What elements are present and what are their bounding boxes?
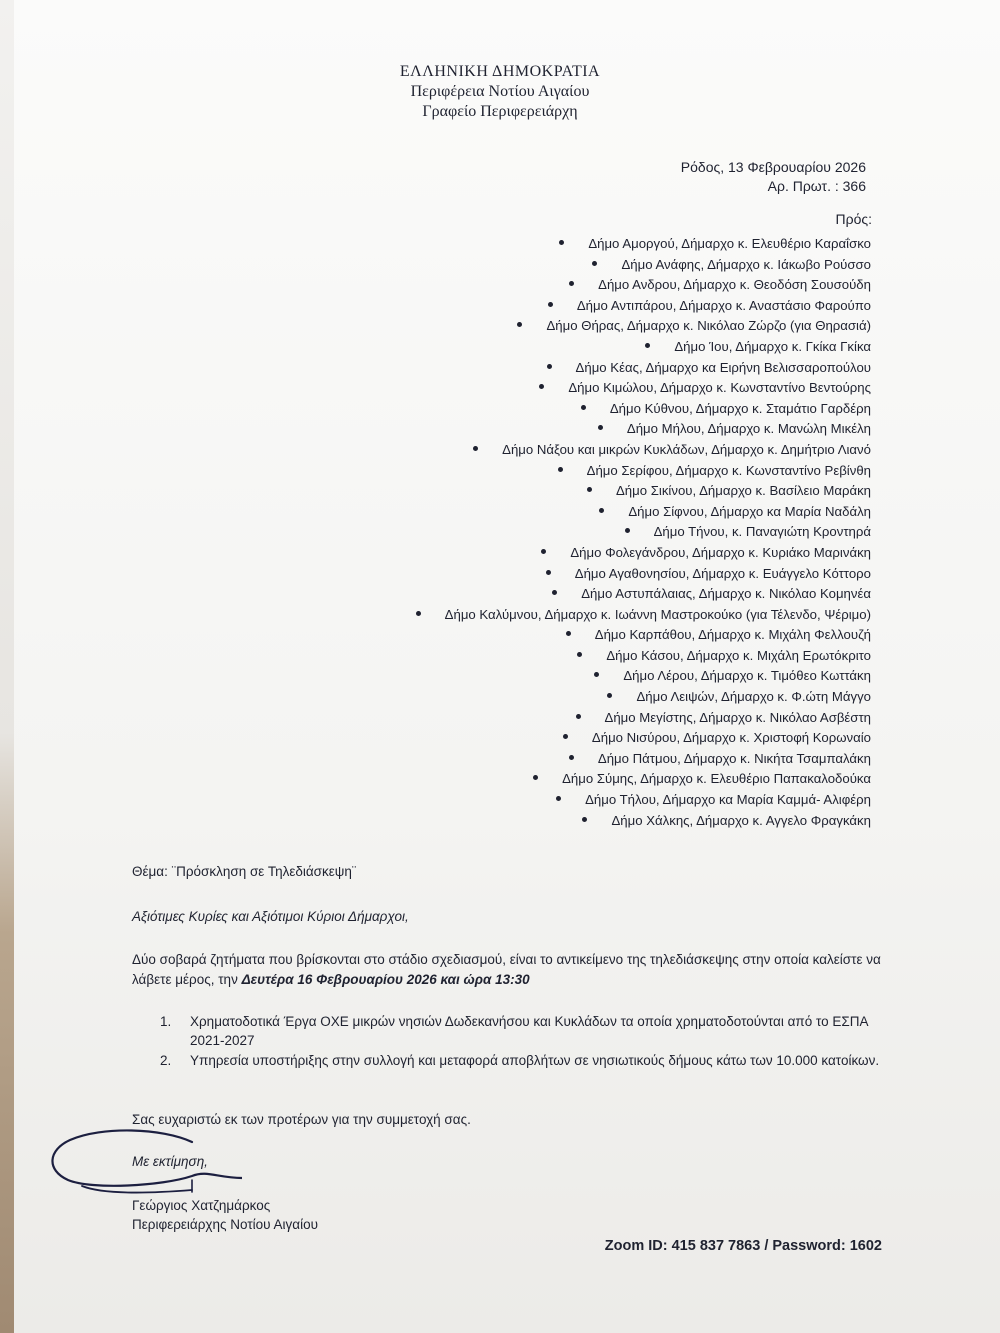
recipient: Δήμο Πάτμου, Δήμαρχο κ. Νικήτα Τσαμπαλάκη xyxy=(597,750,871,766)
recipient: Δήμο Κιμώλου, Δήμαρχο κ. Κωνσταντίνο Βεντούρης xyxy=(568,380,871,396)
bullet-icon xyxy=(548,302,553,307)
bullet-icon xyxy=(587,487,592,492)
recipient: Δήμο Κέας, Δήμαρχο κα Ειρήνη Βελισσαροπούλου xyxy=(575,359,871,375)
bullet-icon xyxy=(576,714,581,719)
list-item xyxy=(416,440,871,461)
recipient: Δήμο Αστυπάλαιας, Δήμαρχο κ. Νικόλαο Κομηνέα xyxy=(581,586,871,602)
bullet-icon xyxy=(599,508,604,513)
bullet-icon xyxy=(569,281,574,286)
bullet-icon xyxy=(546,570,551,575)
recipient: Δήμο Μήλου, Δήμαρχο κ. Μανώλη Μικέλη xyxy=(626,421,871,437)
list-item xyxy=(416,584,871,605)
bullet-icon xyxy=(592,261,597,266)
bullet-icon xyxy=(577,652,582,657)
greeting: Αξιότιμες Κυρίες και Αξιότιμοι Κύριοι Δήμαρχοι, xyxy=(132,909,409,924)
list-item xyxy=(416,666,871,687)
list-item xyxy=(416,646,871,667)
list-item xyxy=(416,543,871,564)
recipient: Δήμο Αντιπάρου, Δήμαρχο κ. Αναστάσιο Φαρούπο xyxy=(576,297,871,313)
letterhead xyxy=(0,62,1000,122)
bullet-icon xyxy=(598,425,603,430)
bullet-icon xyxy=(581,405,586,410)
closing-line: Με εκτίμηση, xyxy=(132,1154,208,1169)
bullet-icon xyxy=(582,817,587,822)
list-item xyxy=(416,378,871,399)
bullet-icon xyxy=(473,446,478,451)
letterhead-region: Περιφέρεια Νοτίου Αιγαίου xyxy=(410,83,590,100)
body-text: Δύο σοβαρά ζητήματα που βρίσκονται στο στάδιο σχεδιασμού, είναι το αντικείμενο της τηλεδιάσκεψης στην οποία καλείστε να λάβετε μέρος, την xyxy=(132,952,881,987)
item-text: Υπηρεσία υποστήριξης στην συλλογή και μεταφορά αποβλήτων σε νησιωτικούς δήμους κάτω των 10.000 κατοίκων. xyxy=(190,1053,880,1068)
item-text: Χρηματοδοτικά Έργα ΟΧΕ μικρών νησιών Δωδεκανήσου και Κυκλάδων τα οποία χρηματοδοτούνται από το ΕΣΠΑ 2021-2027 xyxy=(190,1014,868,1048)
bullet-icon xyxy=(558,467,563,472)
bullet-icon xyxy=(607,693,612,698)
bullet-icon xyxy=(547,364,552,369)
recipient: Δήμο Χάλκης, Δήμαρχο κ. Αγγελο Φραγκάκη xyxy=(611,812,871,828)
recipient: Δήμο Ανάφης, Δήμαρχο κ. Ιάκωβο Ρούσσο xyxy=(621,256,871,272)
recipient: Δήμο Σερίφου, Δήμαρχο κ. Κωνσταντίνο Ρεβίνθη xyxy=(586,462,871,478)
signer-block xyxy=(132,1196,318,1234)
recipient: Δήμο Καλύμνου, Δήμαρχο κ. Ιωάννη Μαστροκούκο (για Τέλενδο, Ψέριμο) xyxy=(444,606,871,622)
zoom-credentials: Zoom ID: 415 837 7863 / Password: 1602 xyxy=(604,1238,882,1254)
bullet-icon xyxy=(566,631,571,636)
bullet-icon xyxy=(594,672,599,677)
list-item xyxy=(416,419,871,440)
recipient-list xyxy=(416,234,871,831)
list-item xyxy=(416,625,871,646)
signer-name: Γεώργιος Χατζημάρκος xyxy=(132,1198,271,1213)
signer-title: Περιφερειάρχης Νοτίου Αιγαίου xyxy=(132,1217,318,1232)
recipient: Δήμο Αμοργού, Δήμαρχο κ. Ελευθέριο Καραΐσκο xyxy=(588,236,871,251)
recipient: Δήμο Αγαθονησίου, Δήμαρχο κ. Ευάγγελο Κόττορο xyxy=(574,565,871,581)
list-item xyxy=(416,461,871,482)
thanks-line: Σας ευχαριστώ εκ των προτέρων για την συμμετοχή σας. xyxy=(132,1112,471,1127)
list-item xyxy=(416,522,871,543)
list-item xyxy=(416,769,871,790)
recipient: Δήμο Μεγίστης, Δήμαρχο κ. Νικόλαο Ασβέστη xyxy=(604,709,871,725)
recipient: Δήμο Κάσου, Δήμαρχο κ. Μιχάλη Ερωτόκριτο xyxy=(606,647,871,663)
list-item xyxy=(160,1012,900,1050)
list-item xyxy=(416,358,871,379)
bullet-icon xyxy=(645,343,650,348)
body-paragraph xyxy=(132,950,892,990)
bullet-icon xyxy=(552,590,557,595)
recipient: Δήμο Ανδρου, Δήμαρχο κ. Θεοδόση Σουσούδη xyxy=(598,277,871,293)
recipient: Δήμο Τήλου, Δήμαρχο κα Μαρία Καμμά- Αλιφέρη xyxy=(585,792,871,808)
recipient: Δήμο Ίου, Δήμαρχο κ. Γκίκα Γκίκα xyxy=(674,338,871,354)
recipient: Δήμο Φολεγάνδρου, Δήμαρχο κ. Κυριάκο Μαρινάκη xyxy=(570,544,871,560)
letterhead-office: Γραφείο Περιφερειάρχη xyxy=(422,103,578,120)
bullet-icon xyxy=(541,549,546,554)
list-item xyxy=(416,275,871,296)
list-item xyxy=(416,605,871,626)
list-item xyxy=(416,749,871,770)
recipient: Δήμο Θήρας, Δήμαρχο κ. Νικόλαο Ζώρζο (για Θηρασιά) xyxy=(546,318,871,334)
bullet-icon xyxy=(533,775,538,780)
bullet-icon xyxy=(539,384,544,389)
list-item xyxy=(416,234,871,255)
agenda-list xyxy=(160,1012,900,1071)
bullet-icon xyxy=(556,796,561,801)
recipient: Δήμο Σίφνου, Δήμαρχο κα Μαρία Ναδάλη xyxy=(628,503,871,519)
meeting-datetime: Δευτέρα 16 Φεβρουαρίου 2026 και ώρα 13:30 xyxy=(241,972,530,987)
list-item xyxy=(416,296,871,317)
recipient: Δήμο Κύθνου, Δήμαρχο κ. Σταμάτιο Γαρδέρη xyxy=(609,400,871,416)
letter-date: Ρόδος, 13 Φεβρουαρίου 2026 xyxy=(680,159,866,175)
bullet-icon xyxy=(416,611,421,616)
subject-line: Θέμα: ¨Πρόσκληση σε Τηλεδιάσκεψη¨ xyxy=(132,864,357,879)
recipient: Δήμο Τήνου, κ. Παναγιώτη Κροντηρά xyxy=(653,524,871,540)
letter-meta xyxy=(681,158,866,196)
list-item xyxy=(416,708,871,729)
bullet-icon xyxy=(569,755,574,760)
list-item xyxy=(416,687,871,708)
list-item xyxy=(416,564,871,585)
list-item xyxy=(416,502,871,523)
recipient: Δήμο Νισύρου, Δήμαρχο κ. Χριστοφή Κορωναίο xyxy=(591,730,871,746)
item-number: 2. xyxy=(160,1053,172,1068)
bullet-icon xyxy=(517,322,522,327)
list-item xyxy=(416,316,871,337)
letterhead-country: ΕΛΛΗΝΙΚΗ ΔΗΜΟΚΡΑΤΙΑ xyxy=(399,63,601,80)
list-item xyxy=(416,255,871,276)
item-number: 1. xyxy=(160,1014,172,1029)
list-item xyxy=(416,337,871,358)
recipient: Δήμο Σικίνου, Δήμαρχο κ. Βασίλειο Μαράκη xyxy=(616,483,871,499)
bullet-icon xyxy=(625,528,630,533)
recipient: Δήμο Νάξου και μικρών Κυκλάδων, Δήμαρχο κ. Δημήτριο Λιανό xyxy=(502,441,871,457)
recipient: Δήμο Καρπάθου, Δήμαρχο κ. Μιχάλη Φελλουζή xyxy=(594,627,871,643)
list-item xyxy=(416,790,871,811)
list-item xyxy=(416,399,871,420)
protocol-number: Αρ. Πρωτ. : 366 xyxy=(767,178,866,194)
list-item xyxy=(416,481,871,502)
list-item xyxy=(160,1051,900,1070)
recipient: Δήμο Λειψών, Δήμαρχο κ. Φ.ώτη Μάγγο xyxy=(636,689,871,705)
list-item xyxy=(416,728,871,749)
bullet-icon xyxy=(563,734,568,739)
to-label: Πρός: xyxy=(835,211,872,227)
recipient: Δήμο Λέρου, Δήμαρχο κ. Τιμόθεο Κωττάκη xyxy=(623,668,871,684)
bullet-icon xyxy=(559,240,564,245)
binding-edge xyxy=(0,0,14,1333)
recipient: Δήμο Σύμης, Δήμαρχο κ. Ελευθέριο Παπακαλοδούκα xyxy=(562,771,871,787)
list-item xyxy=(416,811,871,832)
